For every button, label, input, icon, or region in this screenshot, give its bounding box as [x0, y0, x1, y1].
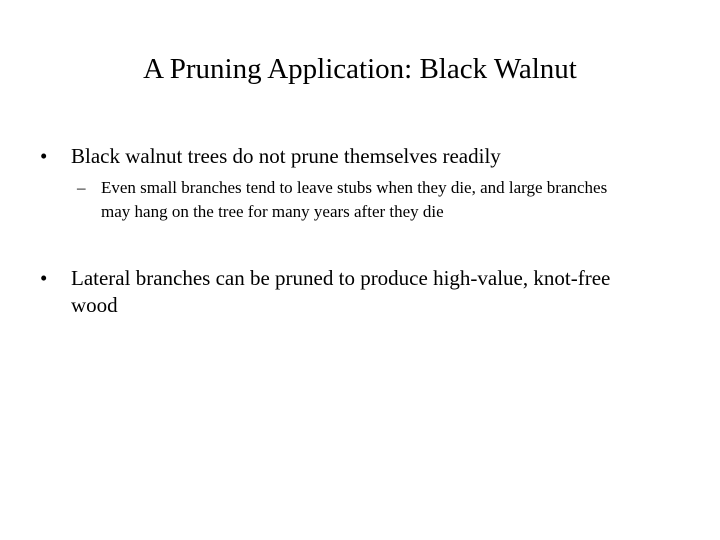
sub-bullet-marker: –: [77, 178, 86, 197]
bullet-marker: •: [40, 144, 48, 168]
bullet-item: [40, 143, 660, 170]
sub-bullet-item: [77, 176, 637, 224]
bullet-marker: •: [40, 266, 48, 290]
bullet-text: Black walnut trees do not prune themselves readily: [71, 144, 501, 168]
bullet-item: [40, 265, 660, 319]
sub-bullet-text: Even small branches tend to leave stubs when they die, and large branches may hang on the tree for many years after they die: [101, 178, 608, 221]
slide-title: A Pruning Application: Black Walnut: [143, 53, 577, 85]
bullet-text: Lateral branches can be pruned to produce high-value, knot-free wood: [71, 266, 611, 317]
